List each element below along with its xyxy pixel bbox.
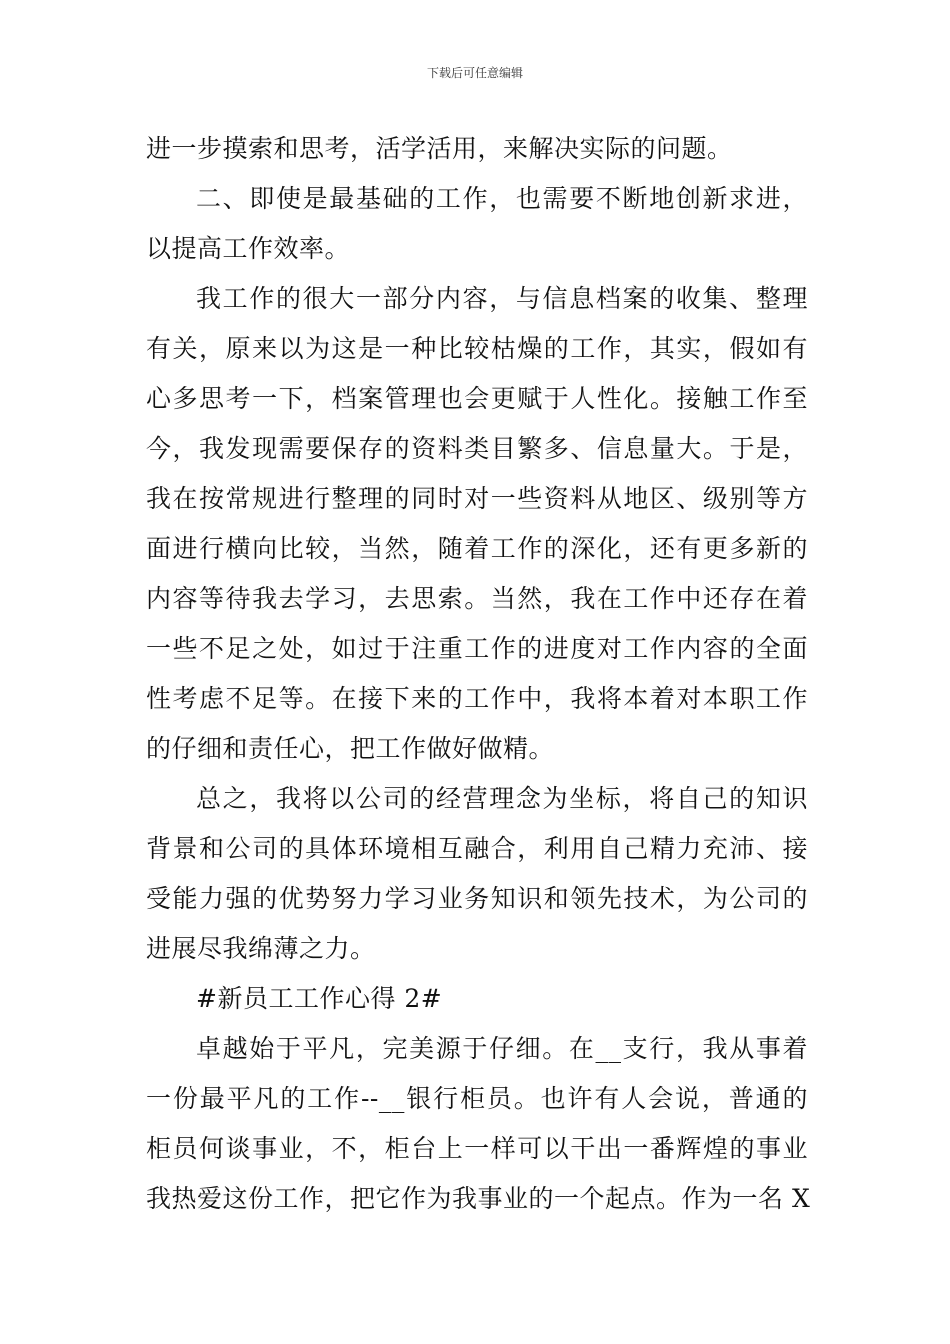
text-line: 受能力强的优势努力学习业务知识和领先技术，为公司的 — [146, 884, 808, 913]
text-line: 一份最平凡的工作--__银行柜员。也许有人会说，普通的 — [146, 1084, 808, 1113]
text-line: 我在按常规进行整理的同时对一些资料从地区、级别等方 — [146, 484, 808, 513]
text-line: 进一步摸索和思考，活学活用，来解决实际的问题。 — [146, 134, 733, 163]
text-line: 有关，原来以为这是一种比较枯燥的工作，其实，假如有 — [146, 334, 808, 363]
text-line: 我热爱这份工作，把它作为我事业的一个起点。作为一名 X — [146, 1184, 811, 1213]
text-line: 面进行横向比较，当然，随着工作的深化，还有更多新的 — [146, 534, 808, 563]
text-line: 心多思考一下，档案管理也会更赋于人性化。接触工作至 — [146, 384, 808, 413]
text-line: 背景和公司的具体环境相互融合，利用自己精力充沛、接 — [146, 834, 808, 863]
text-line: 一些不足之处，如过于注重工作的进度对工作内容的全面 — [146, 634, 808, 663]
paragraph-first-line: 我工作的很大一部分内容，与信息档案的收集、整理 — [196, 284, 808, 313]
section-heading: #新员工工作心得 2# — [196, 984, 443, 1013]
text-line: 以提高工作效率。 — [146, 234, 351, 263]
text-line: 柜员何谈事业，不，柜台上一样可以干出一番辉煌的事业 — [146, 1134, 808, 1163]
text-line: 的仔细和责任心，把工作做好做精。 — [146, 734, 555, 763]
page-header-note: 下载后可任意编辑 — [426, 66, 523, 80]
document-body — [146, 124, 811, 1224]
text-line: 内容等待我去学习，去思索。当然，我在工作中还存在着 — [146, 584, 808, 613]
text-line: 今，我发现需要保存的资料类目繁多、信息量大。于是， — [146, 434, 808, 463]
text-line: 性考虑不足等。在接下来的工作中，我将本着对本职工作 — [146, 684, 808, 713]
paragraph-first-line: 卓越始于平凡，完美源于仔细。在__支行，我从事着 — [196, 1034, 808, 1063]
text-line: 进展尽我绵薄之力。 — [146, 934, 376, 963]
paragraph-first-line: 二、即使是最基础的工作，也需要不断地创新求进， — [196, 184, 808, 213]
paragraph-first-line: 总之，我将以公司的经营理念为坐标，将自己的知识 — [196, 784, 808, 813]
